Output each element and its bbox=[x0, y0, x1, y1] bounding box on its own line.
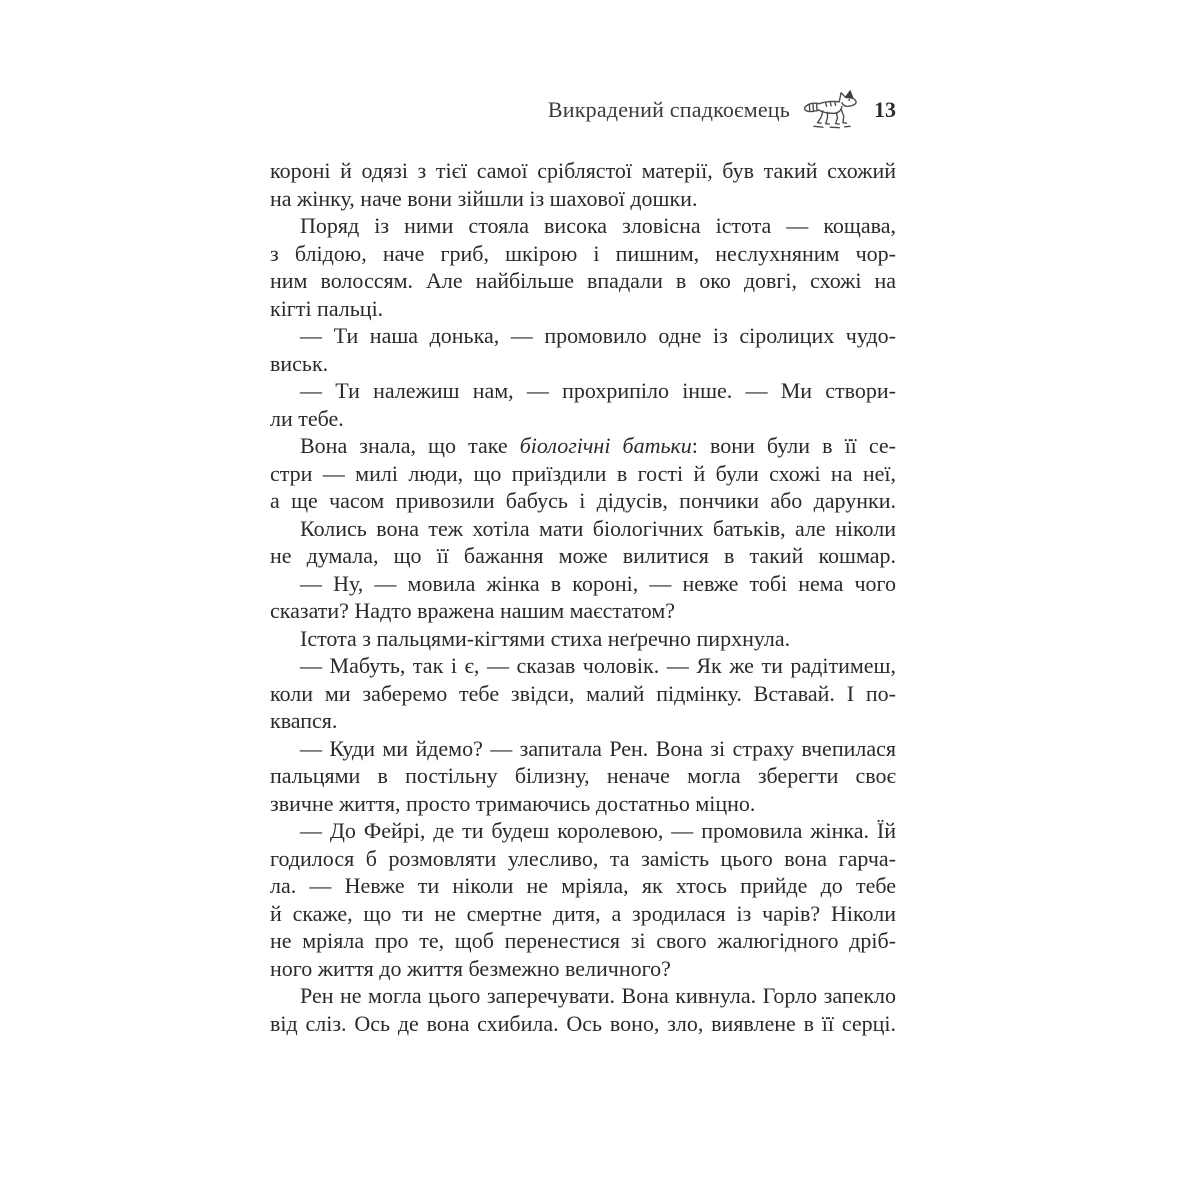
text-line: виськ. bbox=[270, 350, 329, 376]
page-number: 13 bbox=[874, 97, 896, 122]
text-line: ли тебе. bbox=[270, 405, 344, 431]
text-column bbox=[270, 157, 896, 1037]
text-line: з блідою, наче гриб, шкірою і пишним, неслухняним чор- bbox=[270, 240, 896, 266]
text-line: — Мабуть, так і є, — сказав чоловік. — Як же ти радітимеш, bbox=[300, 653, 896, 678]
text-line: на жінку, наче вони зійшли із шахової дошки. bbox=[270, 185, 698, 211]
text-line: й скаже, що ти не смертне дитя, а зродилася із чарів? Ніколи bbox=[270, 900, 896, 926]
text-line: кігті пальці. bbox=[270, 295, 384, 321]
text-line: — Куди ми йдемо? — запитала Рен. Вона зі страху вчепилася bbox=[300, 735, 896, 761]
page-header bbox=[270, 88, 896, 132]
text-line: сказати? Надто вражена нашим маєстатом? bbox=[270, 598, 676, 623]
text-line: Істота з пальцями-кігтями стиха неґречно пирхнула. bbox=[300, 625, 791, 651]
text-line: Рен не могла цього заперечувати. Вона кивнула. Горло запекло bbox=[300, 983, 896, 1008]
text-line: ним волоссям. Але найбільше впадали в око довгі, схожі на bbox=[270, 268, 896, 293]
text-line: Колись вона теж хотіла мати біологічних батьків, але ніколи bbox=[300, 515, 896, 541]
text-line: — До Фейрі, де ти будеш королевою, — промовила жінка. Їй bbox=[300, 818, 896, 843]
text-line: не думала, що її бажання може вилитися в такий кошмар. bbox=[270, 543, 896, 568]
running-title: Викрадений спадкоємець bbox=[547, 97, 790, 122]
text-line: квапся. bbox=[270, 708, 338, 733]
text-line: Вона знала, що таке біологічні батьки: вони були в її се- bbox=[300, 433, 897, 458]
text-line: Поряд із ними стояла висока зловісна істота — кощава, bbox=[300, 213, 896, 238]
text-line: — Ну, — мовила жінка в короні, — невже тобі нема чого bbox=[300, 570, 896, 596]
text-line: звичне життя, просто тримаючись достатньо міцно. bbox=[270, 790, 756, 816]
text-line: ла. — Невже ти ніколи не мріяла, як хтось прийде до тебе bbox=[270, 873, 896, 898]
text-line: пальцями в постільну білизну, неначе могла зберегти своє bbox=[270, 763, 896, 788]
text-line: — Ти належиш нам, — прохрипіло інше. — Ми створи- bbox=[300, 378, 896, 403]
text-line: ного життя до життя безмежно величного? bbox=[270, 955, 671, 981]
text-line: а ще часом привозили бабусь і дідусів, пончики або дарунки. bbox=[270, 488, 896, 513]
text-line: короні й одязі з тієї самої сріблястої матерії, був такий схожий bbox=[270, 158, 896, 183]
text-line: стри — милі люди, що приїздили в гості й були схожі на неї, bbox=[270, 460, 896, 486]
text-line: — Ти наша донька, — промовило одне із сіролицих чудо- bbox=[300, 323, 896, 348]
text-line: від сліз. Ось де вона схибила. Ось воно, зло, виявлене в її серці. bbox=[270, 1010, 896, 1036]
text-line: годилося б розмовляти улесливо, та замість цього вона гарча- bbox=[270, 845, 896, 871]
text-line: коли ми заберемо тебе звідси, малий підмінку. Вставай. І по- bbox=[270, 680, 896, 706]
fox-ornament-icon bbox=[803, 89, 861, 131]
text-line: не мріяла про те, щоб перенестися зі свого жалюгідного дріб- bbox=[270, 928, 896, 953]
